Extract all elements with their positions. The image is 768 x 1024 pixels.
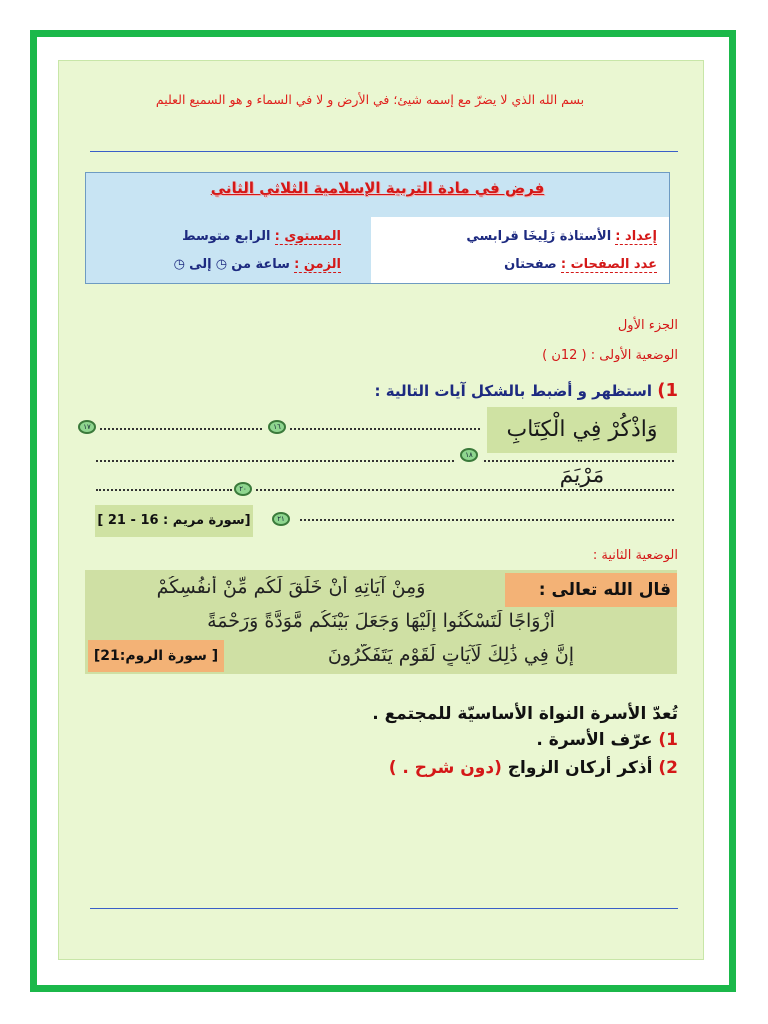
- verse-marker-17: ١٧: [78, 420, 96, 434]
- sub-question-1: [250, 730, 678, 750]
- time-to-label: إلى: [189, 257, 212, 272]
- sub-question-2: [250, 758, 678, 778]
- header-level-cell: [86, 217, 371, 283]
- verse-line-1: وَمِنْ آيَاتِهِ أَنْ خَلَقَ لَكُم مِّنْ أَنفُسِكُمْ: [156, 576, 426, 598]
- sub-question-1-text: عرّف الأسرة .: [536, 730, 653, 750]
- family-statement: تُعدّ الأسرة النواة الأساسيّة للمجتمع .: [372, 704, 678, 724]
- section-title: الجزء الأول: [617, 318, 678, 333]
- surah-ref-rum: [ سورة الروم:21]: [88, 640, 224, 672]
- time-value: ساعة من: [231, 257, 290, 272]
- time-row: [174, 257, 341, 272]
- verse-marker-20: ٢٠: [234, 482, 252, 496]
- pages-row: [504, 257, 657, 272]
- author-row: [466, 229, 657, 244]
- header-box: [85, 172, 670, 284]
- answer-line-1b: [290, 428, 480, 430]
- level-row: [182, 229, 341, 244]
- basmala: بسم الله الذي لا يضرّ مع إسمه شيئ؛ في الأرض و لا في السماء و هو السميع العليم: [155, 92, 585, 107]
- time-label: الزمن :: [294, 257, 341, 272]
- verse-image-maryam: [487, 407, 677, 488]
- header-author-cell: [371, 217, 669, 283]
- situation-1-title: الوضعية الأولى : ( 12ن ): [542, 348, 678, 363]
- said-allah-label: قال الله تعالى :: [505, 573, 677, 607]
- level-label: المستوى :: [274, 229, 341, 244]
- answer-line-1a: [100, 428, 262, 430]
- verse-marker-18: ١٨: [460, 448, 478, 462]
- sub-question-2-note: (دون شرح . ): [388, 758, 502, 778]
- verse-line-2: أَزْوَاجًا لِّتَسْكُنُوا إِلَيْهَا وَجَعَلَ بَيْنَكُم مَّوَدَّةً وَرَحْمَةً: [207, 610, 555, 632]
- pages-label: عدد الصفحات :: [560, 257, 657, 272]
- top-divider: [90, 151, 678, 152]
- question-1-text: استظهر و أضبط بالشكل آيات التالية :: [374, 382, 652, 400]
- answer-line-4: [300, 519, 674, 521]
- exam-title: فرض في مادة التربية الإسلامية الثلاثي الثاني: [210, 179, 545, 197]
- verse-marker-16: ١٦: [268, 420, 286, 434]
- sub-question-2-number: 2): [658, 758, 678, 778]
- surah-ref-maryam: [سورة مريم : 16 - 21 ]: [95, 505, 253, 537]
- bottom-divider: [90, 908, 678, 909]
- situation-2-title: الوضعية الثانية :: [592, 548, 678, 563]
- clock-icon: ◷: [215, 257, 228, 272]
- answer-line-3b: [256, 489, 674, 491]
- header-title-cell: [86, 173, 669, 217]
- author-value: الأستاذة زَلِيخَا قرابسي: [466, 229, 612, 244]
- verse-image-text: وَاذْكُرْ فِي الْكِتَابِ مَرْيَمَ: [506, 417, 658, 488]
- sub-question-2-text: أذكر أركان الزواج: [507, 758, 653, 778]
- question-1: [200, 380, 678, 401]
- verse-line-3: إِنَّ فِي ذَٰلِكَ لَآيَاتٍ لِّقَوْمٍ يَتَفَكَّرُونَ: [327, 644, 575, 666]
- answer-line-2b: [484, 460, 674, 462]
- sub-question-1-number: 1): [658, 730, 678, 750]
- question-1-number: 1): [657, 380, 678, 401]
- answer-line-2a: [96, 460, 454, 462]
- level-value: الرابع متوسط: [182, 229, 271, 244]
- clock-icon-2: ◷: [173, 257, 185, 272]
- verse-marker-21: ٢١: [272, 512, 290, 526]
- answer-line-3a: [96, 489, 232, 491]
- pages-value: صفحتان: [504, 257, 557, 272]
- author-label: إعداد :: [615, 229, 657, 244]
